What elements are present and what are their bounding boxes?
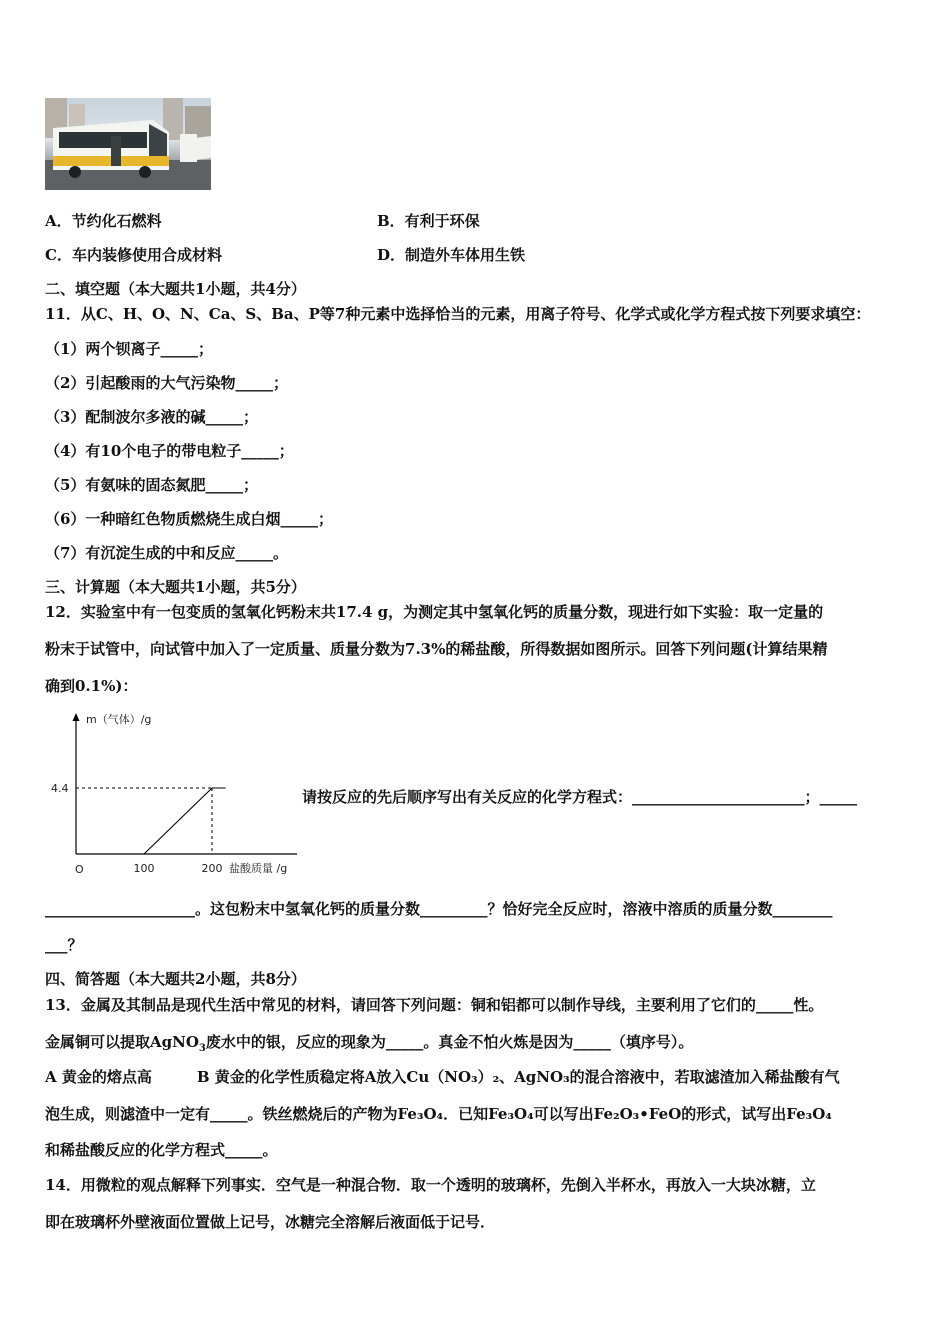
q11-item-5: （5）有氨味的固态氮肥_____；	[45, 476, 258, 494]
section4-heading: 四、简答题（本大题共2小题，共8分）	[45, 970, 306, 988]
question-13-line-1: 13．金属及其制品是现代生活中常见的材料，请回答下列问题：铜和铝都可以制作导线，主要利用了它们的_____性。	[45, 996, 824, 1014]
y-axis-label: m（气体）/g	[86, 713, 152, 726]
question-13-line-4: 泡生成，则滤渣中一定有_____。铁丝燃烧后的产物为Fe₃O₄．已知Fe₃O₄可以写出Fe₂O₃•FeO的形式，试写出Fe₃O₄	[45, 1105, 832, 1123]
q13-line-2-subscript: 3	[198, 1043, 206, 1054]
question-12-line-1: 12．实验室中有一包变质的氢氧化钙粉末共17.4 g，为测定其中氢氧化钙的质量分数，现进行如下实验：取一定量的	[45, 603, 824, 621]
q11-item-7: （7）有沉淀生成的中和反应_____。	[45, 544, 288, 562]
origin-label: O	[75, 863, 84, 876]
section2-heading: 二、填空题（本大题共1小题，共4分）	[45, 280, 306, 298]
question-12-line-4: ____________________。这包粉末中氢氧化钙的质量分数_________？恰好完全反应时，溶液中溶质的质量分数________	[45, 900, 833, 918]
q13-line-2-start: 金属铜可以提取AgNO	[45, 1033, 199, 1051]
series-line	[144, 788, 226, 854]
option-b: B．有利于环保	[377, 212, 480, 230]
bus-photo	[45, 98, 211, 190]
question-12-line-3: 确到0.1%)：	[45, 677, 138, 695]
question-12-line-2: 粉末于试管中，向试管中加入了一定质量、质量分数为7.3%的稀盐酸，所得数据如图所示。回答下列问题(计算结果精	[45, 640, 828, 658]
option-a: A．节约化石燃料	[45, 212, 162, 230]
x-tick-label-100: 100	[133, 862, 155, 875]
question-13-line-2	[45, 1033, 693, 1058]
q11-item-4: （4）有10个电子的带电粒子_____；	[45, 442, 294, 460]
y-axis-arrow	[73, 713, 80, 721]
section3-heading: 三、计算题（本大题共1小题，共5分）	[45, 578, 306, 596]
question-14-line-1: 14．用微粒的观点解释下列事实．空气是一种混合物．取一个透明的玻璃杯，先倒入半杯水，再放入一大块冰糖，立	[45, 1176, 816, 1194]
question-14-line-2: 即在玻璃杯外壁液面位置做上记号，冰糖完全溶解后液面低于记号．	[45, 1213, 496, 1231]
option-c: C．车内装修使用合成材料	[45, 246, 222, 264]
q11-item-6: （6）一种暗红色物质燃烧生成白烟_____；	[45, 510, 333, 528]
question-12-prompt: 请按反应的先后顺序写出有关反应的化学方程式：_______________________；_____	[302, 788, 858, 806]
q11-item-3: （3）配制波尔多液的碱_____；	[45, 408, 258, 426]
question-11: 11．从C、H、O、N、Ca、S、Ba、P等7种元素中选择恰当的元素，用离子符号、化学式或化学方程式按下列要求填空：	[45, 305, 871, 323]
bus-illustration	[45, 98, 211, 190]
question-13-line-5: 和稀盐酸反应的化学方程式_____。	[45, 1141, 278, 1159]
gas-mass-chart	[45, 708, 305, 884]
q11-item-2: （2）引起酸雨的大气污染物_____；	[45, 374, 288, 392]
x-axis-label: 盐酸质量 /g	[229, 862, 288, 875]
q13-line-2-end: 废水中的银，反应的现象为_____。真金不怕火炼是因为_____（填序号）。	[205, 1033, 694, 1051]
question-13-line-3: A 黄金的熔点高 B 黄金的化学性质稳定将A放入Cu（NO₃）₂、AgNO₃的混合溶液中，若取滤渣加入稀盐酸有气	[45, 1068, 840, 1086]
option-d: D．制造外车体用生铁	[377, 246, 526, 264]
x-tick-label-200: 200	[201, 862, 223, 875]
q11-item-1: （1）两个钡离子_____；	[45, 340, 213, 358]
y-tick-label-4-4: 4.4	[51, 782, 69, 795]
question-12-line-5: ___？	[45, 936, 83, 954]
